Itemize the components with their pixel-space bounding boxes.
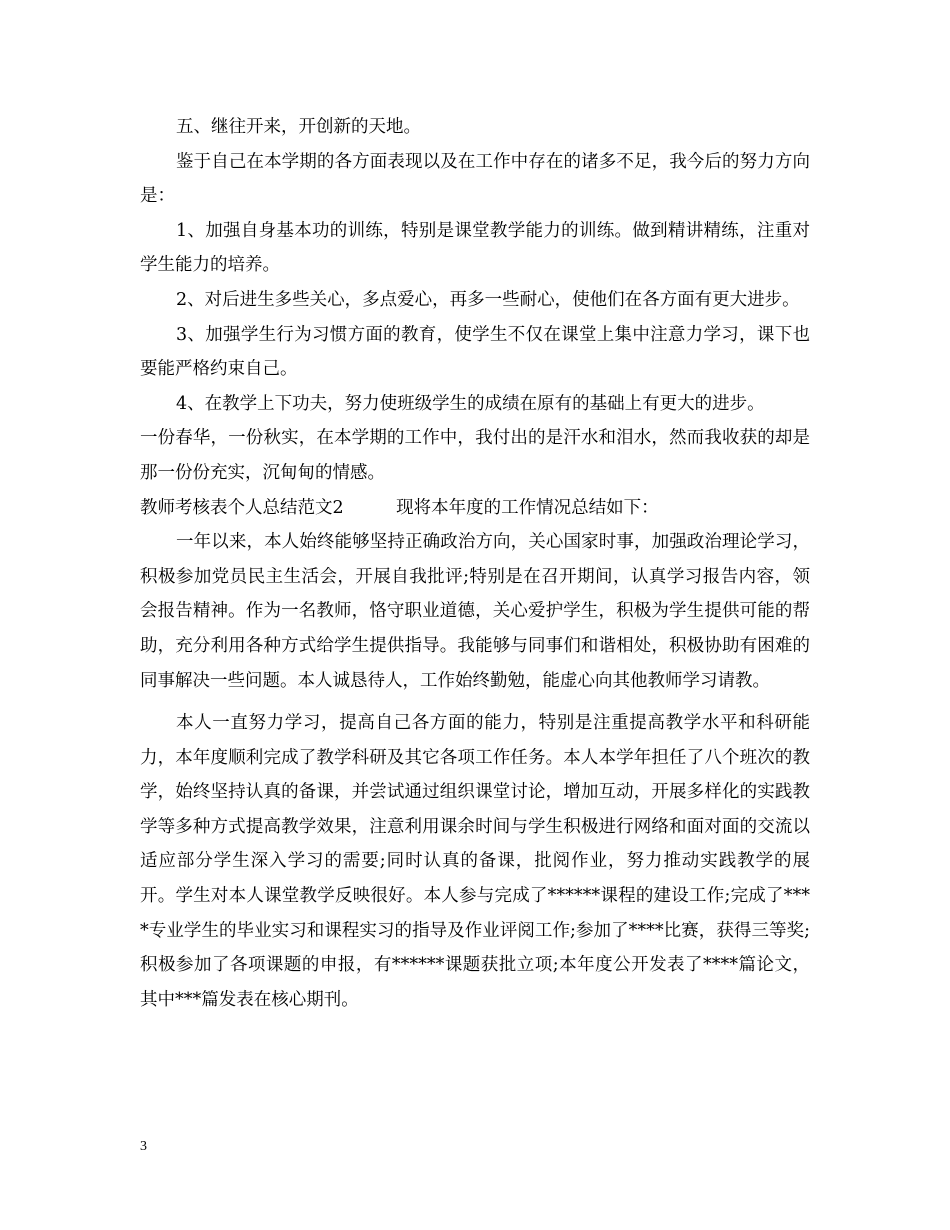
paragraph-conclusion: 一份春华，一份秋实，在本学期的工作中，我付出的是汗水和泪水，然而我收获的却是那一份份充实，沉甸甸的情感。 (140, 428, 810, 483)
paragraph-teaching-research: 本人一直努力学习，提高自己各方面的能力，特别是注重提高教学水平和科研能力，本年度顺利完成了教学科研及其它各项工作任务。本人本学年担任了八个班次的教学，始终坚持认真的备课，并尝试通过组织课堂讨论，增加互动，开展多样化的实践教学等多种方式提高教学效果，注意利用课余时间与学生积极进行网络和面对面的交流以适应部分学生深入学习的需要;同时认真的备课，批阅作业，努力推动实践教学的展开。学生对本人课堂教学反映很好。本人参与完成了******课程的建设工作;完成了****专业学生的毕业实习和课程实习的指导及作业评阅工作;参加了****比赛，获得三等奖;积极参加了各项课题的申报，有******课题获批立项;本年度公开发表了****篇论文，其中***篇发表在核心期刊。 (140, 713, 810, 1010)
paragraph-political-work: 一年以来，本人始终能够坚持正确政治方向，关心国家时事，加强政治理论学习，积极参加党员民主生活会，开展自我批评;特别是在召开期间，认真学习报告内容，领会报告精神。作为一名教师，恪守职业道德，关心爱护学生，积极为学生提供可能的帮助，充分利用各种方式给学生提供指导。我能够与同事们和谐相处，积极协助有困难的同事解决一些问题。本人诚恳待人，工作始终勤勉，能虚心向其他教师学习请教。 (140, 532, 810, 691)
paragraph-item-3: 3、加强学生行为习惯方面的教育，使学生不仅在课堂上集中注意力学习，课下也要能严格约束自己。 (140, 324, 810, 380)
paragraph-item-4: 4、在教学上下功夫，努力使班级学生的成绩在原有的基础上有更大的进步。 (176, 393, 765, 414)
page-number: 3 (140, 1139, 147, 1154)
paragraph-item-1: 1、加强自身基本功的训练，特别是课堂教学能力的训练。做到精讲精练，注重对学生能力的培养。 (140, 220, 810, 276)
paragraph-improvement-intro: 鉴于自己在本学期的各方面表现以及在工作中存在的诸多不足，我今后的努力方向是： (140, 151, 810, 207)
document-body (140, 110, 810, 1017)
paragraph-continue-heading: 五、继往开来，开创新的天地。 (176, 117, 421, 137)
section-title-sample-2: 教师考核表个人总结范文2 现将本年度的工作情况总结如下： (140, 497, 659, 518)
paragraph-item-2: 2、对后进生多些关心，多点爱心，再多一些耐心，使他们在各方面有更大进步。 (176, 289, 800, 310)
